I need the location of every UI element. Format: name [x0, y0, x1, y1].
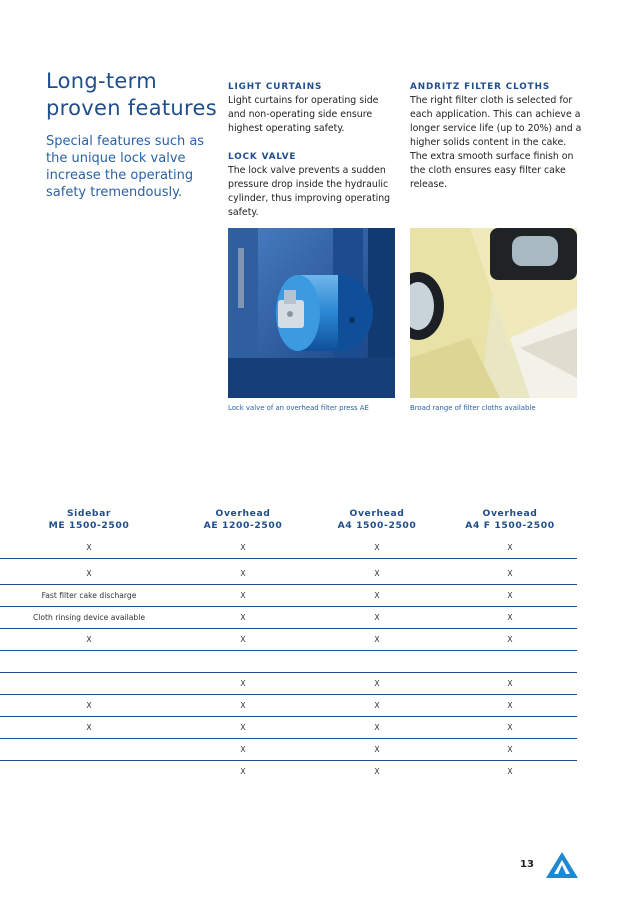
table-cell: X	[374, 701, 380, 710]
table-row	[0, 628, 577, 651]
table-row	[0, 716, 577, 739]
table-cell: X	[507, 591, 513, 600]
table-row	[0, 584, 577, 607]
table-cell: X	[86, 635, 92, 644]
table-cell: X	[240, 745, 246, 754]
table-cell: X	[240, 679, 246, 688]
table-cell: X	[240, 767, 246, 776]
page-number: 13	[520, 859, 534, 870]
table-row	[0, 738, 577, 761]
intro-text: Special features such as the unique lock valve increase the operating safety tremendously.	[46, 134, 205, 200]
filter-cloths-photo	[410, 228, 577, 398]
column-header-sidebar-me: Sidebar ME 1500-2500	[48, 508, 130, 531]
table-row	[0, 536, 577, 559]
table-cell: Cloth rinsing device available	[32, 613, 146, 622]
table-cell: X	[240, 543, 246, 552]
filter-cloths-caption: Broad range of filter cloths available	[410, 404, 536, 412]
table-row	[0, 760, 577, 782]
table-cell: X	[374, 679, 380, 688]
table-row	[0, 672, 577, 695]
table-cell: X	[507, 569, 513, 578]
table-cell: X	[507, 723, 513, 732]
table-cell: X	[374, 767, 380, 776]
table-cell: X	[374, 635, 380, 644]
table-cell: X	[240, 723, 246, 732]
table-cell: X	[374, 543, 380, 552]
table-cell: Fast filter cake discharge	[41, 591, 137, 600]
table-cell: X	[374, 745, 380, 754]
page-title: Long-term proven features	[46, 69, 217, 120]
table-cell: X	[507, 543, 513, 552]
table-row	[0, 606, 577, 629]
table-cell: X	[374, 613, 380, 622]
table-cell: X	[86, 723, 92, 732]
table-cell: X	[240, 591, 246, 600]
table-row	[0, 694, 577, 717]
lock-valve-text: The lock valve prevents a sudden pressure drop inside the hydraulic cylinder, thus improving operating safety.	[228, 165, 391, 218]
column-header-overhead-a4: Overhead A4 1500-2500	[337, 508, 417, 531]
table-cell: X	[507, 701, 513, 710]
table-cell: X	[507, 745, 513, 754]
column-header-overhead-ae: Overhead AE 1200-2500	[203, 508, 283, 531]
table-cell: X	[507, 679, 513, 688]
lock-valve-photo	[228, 228, 395, 398]
table-cell: X	[374, 591, 380, 600]
table-row	[0, 562, 577, 585]
table-cell: X	[86, 701, 92, 710]
table-cell: X	[507, 635, 513, 644]
filter-cloths-text: The right filter cloth is selected for each application. This can achieve a longer service life (up to 20%) and a higher solids content in the cake. The extra smooth surface finish on the cloth ensures easy filter cake release.	[410, 95, 582, 190]
column-header-overhead-a4f: Overhead A4 F 1500-2500	[465, 508, 555, 531]
table-cell: X	[240, 613, 246, 622]
table-cell: X	[240, 635, 246, 644]
lock-valve-heading: LOCK VALVE	[228, 152, 297, 162]
andritz-logo-icon	[546, 852, 578, 878]
table-cell: X	[507, 767, 513, 776]
filter-cloths-heading: ANDRITZ FILTER CLOTHS	[410, 82, 551, 92]
table-cell: X	[86, 543, 92, 552]
table-cell: X	[507, 613, 513, 622]
table-row	[0, 650, 577, 673]
light-curtains-heading: LIGHT CURTAINS	[228, 82, 323, 92]
lock-valve-caption: Lock valve of an overhead filter press AE	[228, 404, 369, 412]
light-curtains-text: Light curtains for operating side and non-operating side ensure highest operating safety.	[228, 95, 379, 134]
table-cell: X	[240, 569, 246, 578]
table-cell: X	[240, 701, 246, 710]
table-cell: X	[374, 723, 380, 732]
table-cell: X	[86, 569, 92, 578]
table-cell: X	[374, 569, 380, 578]
